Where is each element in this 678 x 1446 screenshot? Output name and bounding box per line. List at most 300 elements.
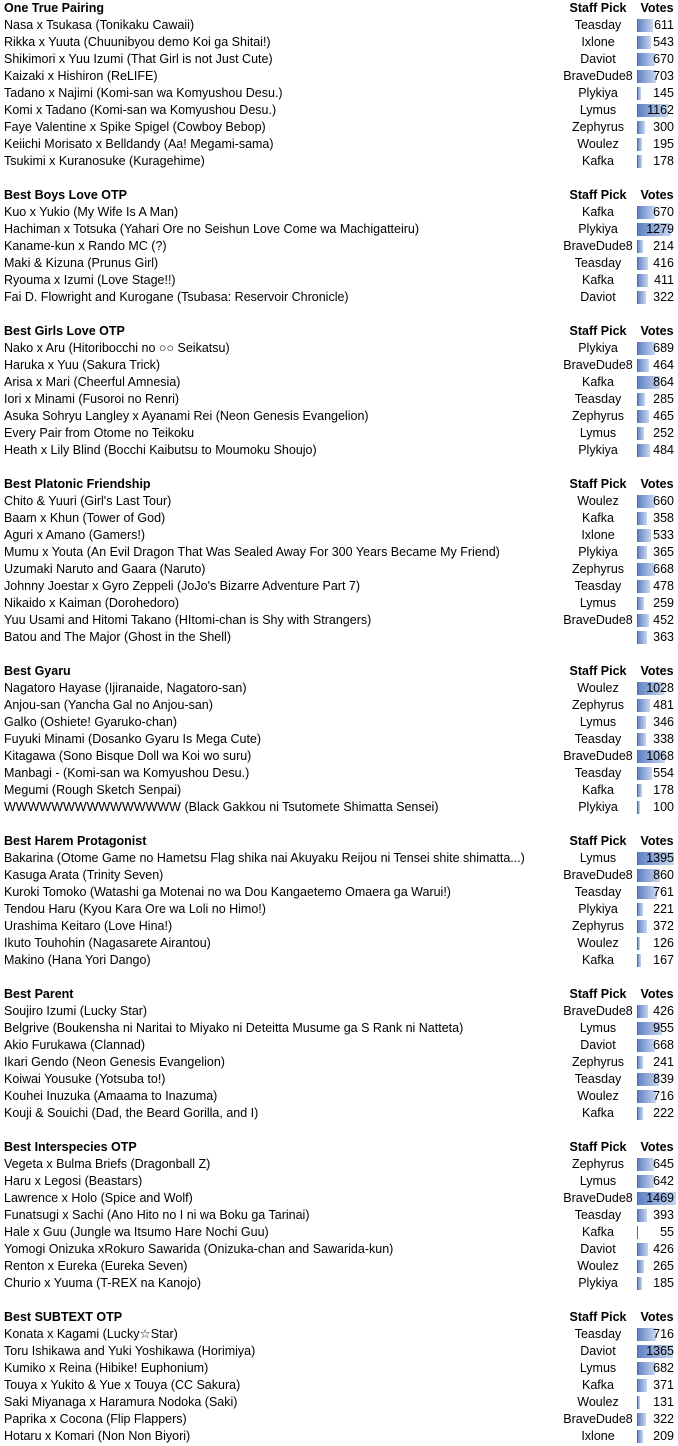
vote-bar-edge (637, 1090, 638, 1103)
nominee-row (0, 527, 678, 544)
nominee-row (0, 1054, 678, 1071)
vote-bar (637, 393, 645, 406)
vote-bar-edge (637, 206, 638, 219)
vote-count: 1395 (646, 851, 674, 865)
nominee-name: Batou and The Major (Ghost in the Shell) (4, 630, 231, 644)
staff-pick-name: BraveDude8 (563, 1412, 633, 1426)
nominee-name: Soujiro Izumi (Lucky Star) (4, 1004, 148, 1018)
nominee-row (0, 391, 678, 408)
vote-count: 543 (653, 35, 674, 49)
vote-bar-edge (637, 291, 638, 304)
nominee-row (0, 1394, 678, 1411)
vote-count: 1279 (646, 222, 674, 236)
vote-bar-edge (637, 529, 638, 542)
vote-bar-edge (637, 240, 638, 253)
vote-bar-edge (637, 869, 638, 882)
vote-bar-edge (637, 359, 638, 372)
nominee-name: Galko (Oshiete! Gyaruko-chan) (4, 715, 177, 729)
staff-pick-name: Teasday (574, 392, 622, 406)
votes-cell (637, 1343, 677, 1360)
vote-count: 300 (653, 120, 674, 134)
vote-count: 416 (653, 256, 674, 270)
category-title: Best Interspecies OTP (4, 1140, 137, 1154)
vote-count: 178 (653, 154, 674, 168)
staff-pick-name: Teasday (574, 1208, 622, 1222)
vote-bar (637, 291, 646, 304)
vote-count: 481 (653, 698, 674, 712)
staff-pick-name: Woulez (577, 681, 619, 695)
nominee-name: Keiichi Morisato x Belldandy (Aa! Megami-sama) (4, 137, 274, 151)
vote-bar-edge (637, 733, 638, 746)
vote-bar-edge (637, 138, 638, 151)
nominee-name: Rikka x Yuuta (Chuunibyou demo Koi ga Shitai!) (4, 35, 271, 49)
nominee-row (0, 680, 678, 697)
category-section (0, 1309, 678, 1445)
staff-pick-name: BraveDude8 (563, 1191, 633, 1205)
votes-cell (637, 204, 677, 221)
staff-pick-name: Zephyrus (571, 562, 625, 576)
vote-count: 167 (653, 953, 674, 967)
votes-cell (637, 612, 677, 629)
votes-cell (637, 782, 677, 799)
nominee-name: Arisa x Mari (Cheerful Amnesia) (4, 375, 181, 389)
vote-bar-edge (637, 801, 638, 814)
staff-pick-column-header: Staff Pick (569, 1310, 627, 1324)
staff-pick-name: Kafka (582, 511, 614, 525)
staff-pick-name: BraveDude8 (563, 868, 633, 882)
vote-count: 682 (653, 1361, 674, 1375)
vote-bar (637, 36, 651, 49)
nominee-name: Kouhei Inuzuka (Amaama to Inazuma) (4, 1089, 218, 1103)
vote-bar (637, 1243, 648, 1256)
nominee-row (0, 85, 678, 102)
nominee-name: Kuo x Yukio (My Wife Is A Man) (4, 205, 179, 219)
nominee-name: Aguri x Amano (Gamers!) (4, 528, 146, 542)
nominee-name: Hale x Guu (Jungle wa Itsumo Hare Nochi Guu) (4, 1225, 269, 1239)
staff-pick-name: Woulez (577, 1259, 619, 1273)
vote-count: 252 (653, 426, 674, 440)
vote-bar (637, 427, 644, 440)
staff-pick-name: Zephyrus (571, 1157, 625, 1171)
nominee-row (0, 102, 678, 119)
staff-pick-column-header: Staff Pick (569, 664, 627, 678)
vote-bar-edge (637, 1158, 638, 1171)
vote-bar-edge (637, 376, 638, 389)
vote-count: 100 (653, 800, 674, 814)
nominee-name: Shikimori x Yuu Izumi (That Girl is not Just Cute) (4, 52, 273, 66)
nominee-name: Churio x Yuuma (T-REX na Kanojo) (4, 1276, 202, 1290)
nominee-name: Urashima Keitaro (Love Hina!) (4, 919, 173, 933)
votes-cell (637, 561, 677, 578)
nominee-name: Every Pair from Otome no Teikoku (4, 426, 195, 440)
staff-pick-name: Plykiya (578, 1276, 618, 1290)
spacer-row (0, 170, 678, 187)
staff-pick-name: Daviot (580, 1242, 616, 1256)
vote-bar-edge (637, 1260, 638, 1273)
staff-pick-name: Daviot (580, 52, 616, 66)
nominee-row (0, 884, 678, 901)
vote-count: 221 (653, 902, 674, 916)
votes-cell (637, 1428, 677, 1445)
vote-bar (637, 767, 652, 780)
vote-count: 668 (653, 562, 674, 576)
votes-cell (637, 34, 677, 51)
vote-bar-edge (637, 1005, 638, 1018)
category-title: Best Harem Protagonist (4, 834, 147, 848)
vote-bar-edge (637, 512, 638, 525)
vote-bar-edge (637, 614, 638, 627)
votes-cell (637, 527, 677, 544)
votes-cell (637, 1241, 677, 1258)
votes-cell (637, 1071, 677, 1088)
category-header-row (0, 187, 678, 204)
vote-bar (637, 121, 645, 134)
nominee-row (0, 51, 678, 68)
category-section (0, 0, 678, 187)
staff-pick-name: Kafka (582, 205, 614, 219)
votes-cell (637, 255, 677, 272)
staff-pick-column-header: Staff Pick (569, 1, 627, 15)
vote-bar-edge (637, 87, 638, 100)
votes-cell (637, 1088, 677, 1105)
vote-bar (637, 512, 647, 525)
nominee-row (0, 612, 678, 629)
nominee-row (0, 238, 678, 255)
vote-bar-edge (637, 155, 638, 168)
votes-cell (637, 1173, 677, 1190)
nominee-row (0, 782, 678, 799)
vote-count: 426 (653, 1242, 674, 1256)
nominee-row (0, 697, 678, 714)
staff-pick-name: Lymus (579, 103, 617, 117)
staff-pick-name: BraveDude8 (563, 613, 633, 627)
votes-cell (637, 1224, 677, 1241)
vote-count: 372 (653, 919, 674, 933)
staff-pick-name: Lymus (579, 426, 617, 440)
votes-column-header: Votes (640, 1, 674, 15)
votes-cell (637, 697, 677, 714)
nominee-name: Iori x Minami (Fusoroi no Renri) (4, 392, 180, 406)
vote-bar-edge (637, 682, 638, 695)
spacer-row (0, 816, 678, 833)
vote-bar-edge (637, 767, 638, 780)
vote-bar-edge (637, 1175, 638, 1188)
vote-bar-edge (637, 342, 638, 355)
category-section (0, 663, 678, 833)
vote-count: 338 (653, 732, 674, 746)
vote-count: 761 (653, 885, 674, 899)
votes-column-header: Votes (640, 664, 674, 678)
category-header-row (0, 986, 678, 1003)
vote-bar (637, 359, 649, 372)
vote-bar-edge (637, 1022, 638, 1035)
votes-cell (637, 884, 677, 901)
staff-pick-name: Lymus (579, 1021, 617, 1035)
vote-bar-edge (637, 784, 638, 797)
staff-pick-name: Lymus (579, 596, 617, 610)
nominee-row (0, 204, 678, 221)
vote-bar-edge (637, 410, 638, 423)
nominee-name: Ikari Gendo (Neon Genesis Evangelion) (4, 1055, 225, 1069)
nominee-row (0, 1275, 678, 1292)
votes-cell (637, 238, 677, 255)
vote-bar-edge (637, 1345, 638, 1358)
votes-cell (637, 1054, 677, 1071)
vote-count: 716 (653, 1327, 674, 1341)
category-header-row (0, 476, 678, 493)
vote-bar-edge (637, 393, 638, 406)
nominee-name: Nikaido x Kaiman (Dorohedoro) (4, 596, 180, 610)
nominee-name: Paprika x Cocona (Flip Flappers) (4, 1412, 187, 1426)
vote-count: 259 (653, 596, 674, 610)
vote-count: 371 (653, 1378, 674, 1392)
staff-pick-name: Kafka (582, 783, 614, 797)
staff-pick-name: Woulez (577, 1089, 619, 1103)
vote-bar-edge (637, 121, 638, 134)
nominee-name: Yomogi Onizuka xRokuro Sawarida (Onizuka-chan and Sawarida-kun) (4, 1242, 394, 1256)
nominee-name: Belgrive (Boukensha ni Naritai to Miyako ni Deteitta Musume ga S Rank ni Natteta) (4, 1021, 464, 1035)
category-section (0, 986, 678, 1139)
nominee-row (0, 1258, 678, 1275)
vote-count: 358 (653, 511, 674, 525)
vote-bar-edge (637, 444, 638, 457)
votes-cell (637, 1020, 677, 1037)
vote-bar-edge (637, 1056, 638, 1069)
staff-pick-name: Woulez (577, 936, 619, 950)
vote-count: 346 (653, 715, 674, 729)
spacer-row (0, 646, 678, 663)
staff-pick-name: Kafka (582, 1106, 614, 1120)
vote-bar (637, 257, 648, 270)
nominee-name: Lawrence x Holo (Spice and Wolf) (4, 1191, 193, 1205)
vote-bar (637, 1260, 644, 1273)
votes-cell (637, 1377, 677, 1394)
staff-pick-name: Teasday (574, 18, 622, 32)
staff-pick-column-header: Staff Pick (569, 834, 627, 848)
vote-bar-edge (637, 852, 638, 865)
vote-count: 668 (653, 1038, 674, 1052)
nominee-row (0, 510, 678, 527)
nominee-name: Konata x Kagami (Lucky☆Star) (4, 1327, 178, 1341)
category-section (0, 476, 678, 663)
staff-pick-name: Daviot (580, 290, 616, 304)
vote-count: 464 (653, 358, 674, 372)
vote-bar (637, 597, 644, 610)
vote-count: 670 (653, 52, 674, 66)
category-header-row (0, 663, 678, 680)
nominee-name: Makino (Hana Yori Dango) (4, 953, 151, 967)
vote-count: 241 (653, 1055, 674, 1069)
staff-pick-name: Lymus (579, 715, 617, 729)
vote-count: 864 (653, 375, 674, 389)
vote-count: 533 (653, 528, 674, 542)
vote-count: 660 (653, 494, 674, 508)
nominee-name: Tendou Haru (Kyou Kara Ore wa Loli no Himo!) (4, 902, 266, 916)
votes-cell (637, 510, 677, 527)
vote-bar-edge (637, 1277, 638, 1290)
votes-cell (637, 952, 677, 969)
vote-count: 55 (660, 1225, 674, 1239)
votes-cell (637, 289, 677, 306)
votes-column-header: Votes (640, 1310, 674, 1324)
staff-pick-name: Ixlone (581, 528, 615, 542)
staff-pick-name: Kafka (582, 154, 614, 168)
nominee-row (0, 34, 678, 51)
staff-pick-name: Plykiya (578, 443, 618, 457)
nominee-name: Fuyuki Minami (Dosanko Gyaru Is Mega Cute) (4, 732, 262, 746)
nominee-name: Nako x Aru (Hitoribocchi no ○○ Seikatsu) (4, 341, 230, 355)
nominee-row (0, 1003, 678, 1020)
vote-bar-edge (637, 36, 638, 49)
votes-cell (637, 493, 677, 510)
vote-bar (637, 444, 650, 457)
staff-pick-name: Plykiya (578, 341, 618, 355)
nominee-row (0, 442, 678, 459)
vote-count: 716 (653, 1089, 674, 1103)
nominee-row (0, 68, 678, 85)
vote-count: 185 (653, 1276, 674, 1290)
staff-pick-column-header: Staff Pick (569, 188, 627, 202)
nominee-row (0, 1343, 678, 1360)
nominee-row (0, 1071, 678, 1088)
vote-count: 1365 (646, 1344, 674, 1358)
votes-cell (637, 867, 677, 884)
staff-pick-name: Plykiya (578, 902, 618, 916)
category-header-row (0, 0, 678, 17)
staff-pick-name: BraveDude8 (563, 749, 633, 763)
vote-bar (637, 614, 649, 627)
nominee-row (0, 272, 678, 289)
vote-bar-edge (637, 427, 638, 440)
vote-bar-edge (637, 1226, 638, 1239)
category-section (0, 1139, 678, 1309)
vote-bar (637, 920, 647, 933)
vote-bar (637, 631, 647, 644)
votes-cell (637, 1258, 677, 1275)
nominee-row (0, 629, 678, 646)
nominee-name: Haruka x Yuu (Sakura Trick) (4, 358, 161, 372)
vote-bar-edge (637, 920, 638, 933)
nominee-row (0, 544, 678, 561)
nominee-name: Mumu x Youta (An Evil Dragon That Was Sealed Away For 300 Years Became My Friend) (4, 545, 500, 559)
vote-count: 484 (653, 443, 674, 457)
votes-cell (637, 119, 677, 136)
vote-bar (637, 1005, 648, 1018)
vote-count: 670 (653, 205, 674, 219)
vote-bar-edge (637, 1379, 638, 1392)
vote-count: 839 (653, 1072, 674, 1086)
vote-bar (637, 19, 653, 32)
staff-pick-name: Teasday (574, 579, 622, 593)
votes-cell (637, 272, 677, 289)
votes-cell (637, 17, 677, 34)
votes-cell (637, 748, 677, 765)
staff-pick-name: Zephyrus (571, 919, 625, 933)
nominee-row (0, 1173, 678, 1190)
staff-pick-name: Daviot (580, 1038, 616, 1052)
nominee-row (0, 374, 678, 391)
nominee-row (0, 493, 678, 510)
nominee-row (0, 748, 678, 765)
vote-bar-edge (637, 699, 638, 712)
nominee-row (0, 1428, 678, 1445)
vote-bar-edge (637, 1243, 638, 1256)
vote-bar (637, 733, 646, 746)
nominee-row (0, 1156, 678, 1173)
vote-count: 554 (653, 766, 674, 780)
votes-cell (637, 391, 677, 408)
staff-pick-name: Teasday (574, 1327, 622, 1341)
nominee-row (0, 408, 678, 425)
vote-count: 1469 (646, 1191, 674, 1205)
vote-count: 411 (654, 273, 674, 287)
nominee-row (0, 765, 678, 782)
nominee-name: Bakarina (Otome Game no Hametsu Flag shika nai Akuyaku Reijou ni Tensei shite shimatta...) (4, 851, 525, 865)
vote-count: 322 (653, 1412, 674, 1426)
votes-cell (637, 1190, 677, 1207)
vote-bar (637, 580, 650, 593)
staff-pick-name: Plykiya (578, 545, 618, 559)
vote-count: 209 (653, 1429, 674, 1443)
vote-count: 363 (653, 630, 674, 644)
nominee-row (0, 221, 678, 238)
vote-bar-edge (637, 495, 638, 508)
category-section (0, 833, 678, 986)
nominee-row (0, 1020, 678, 1037)
spacer-row (0, 1122, 678, 1139)
vote-count: 465 (653, 409, 674, 423)
votes-cell (637, 578, 677, 595)
nominee-name: Kitagawa (Sono Bisque Doll wa Koi wo suru) (4, 749, 252, 763)
vote-bar-edge (637, 563, 638, 576)
votes-cell (637, 544, 677, 561)
vote-count: 689 (653, 341, 674, 355)
votes-cell (637, 51, 677, 68)
votes-column-header: Votes (640, 1140, 674, 1154)
nominee-row (0, 595, 678, 612)
vote-count: 195 (653, 137, 674, 151)
vote-bar-edge (637, 886, 638, 899)
staff-pick-name: Zephyrus (571, 1055, 625, 1069)
nominee-name: Ikuto Touhohin (Nagasarete Airantou) (4, 936, 211, 950)
vote-count: 1028 (646, 681, 674, 695)
nominee-row (0, 918, 678, 935)
vote-bar-edge (637, 546, 638, 559)
category-title: Best Girls Love OTP (4, 324, 125, 338)
votes-column-header: Votes (640, 188, 674, 202)
vote-bar (637, 410, 649, 423)
votes-cell (637, 680, 677, 697)
nominee-name: Anjou-san (Yancha Gal no Anjou-san) (4, 698, 213, 712)
nominee-name: Vegeta x Bulma Briefs (Dragonball Z) (4, 1157, 211, 1171)
category-header-row (0, 323, 678, 340)
nominee-name: Nasa x Tsukasa (Tonikaku Cawaii) (4, 18, 195, 32)
nominee-row (0, 1411, 678, 1428)
vote-bar-edge (637, 1192, 638, 1205)
nominee-row (0, 340, 678, 357)
votes-column-header: Votes (640, 834, 674, 848)
votes-cell (637, 799, 677, 816)
staff-pick-name: Woulez (577, 494, 619, 508)
nominee-row (0, 17, 678, 34)
vote-bar-edge (637, 19, 638, 32)
nominee-name: Komi x Tadano (Komi-san wa Komyushou Desu.) (4, 103, 277, 117)
vote-bar-edge (637, 1209, 638, 1222)
staff-pick-name: Kafka (582, 375, 614, 389)
nominee-name: Tadano x Najimi (Komi-san wa Komyushou Desu.) (4, 86, 283, 100)
vote-count: 178 (653, 783, 674, 797)
vote-bar-edge (637, 53, 638, 66)
